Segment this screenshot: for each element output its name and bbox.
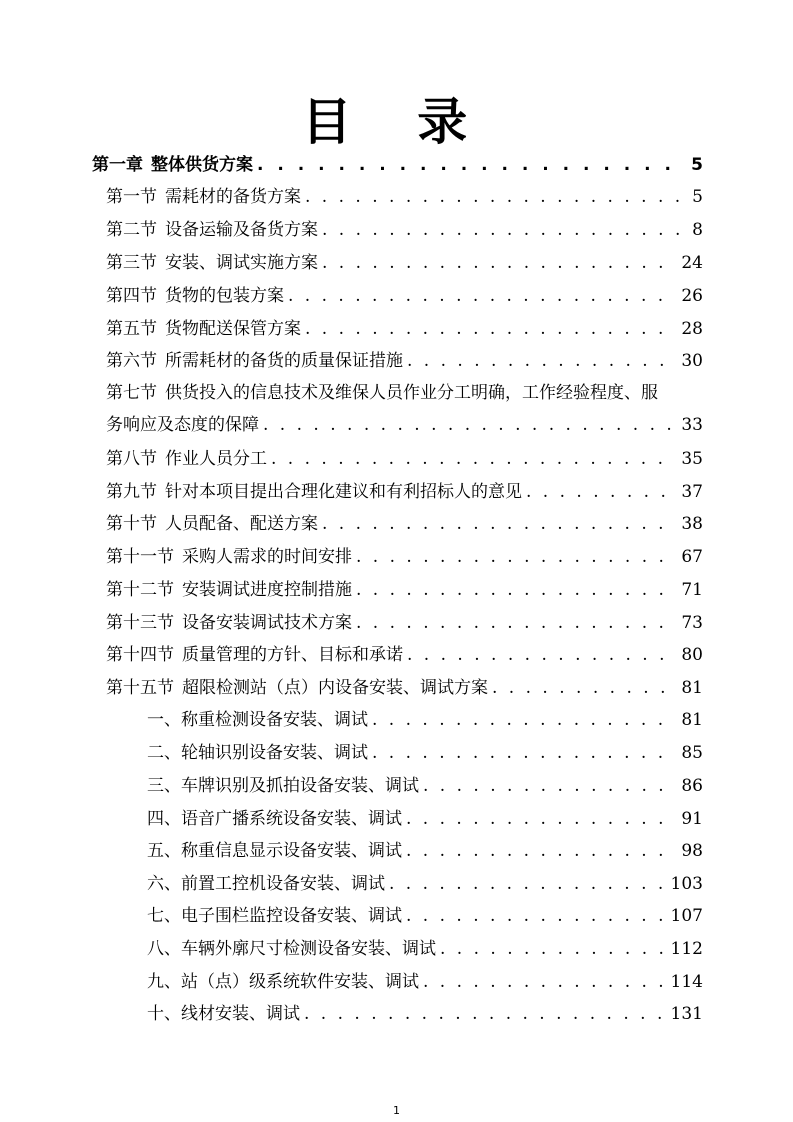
toc-entry-subsection[interactable]	[147, 900, 703, 932]
toc-entry-page: 98	[681, 841, 703, 861]
toc-entry-number: 第十四节	[106, 645, 174, 665]
toc-entry-section[interactable]	[106, 639, 703, 671]
toc-entry-number: 第十节	[106, 514, 157, 534]
toc-entry-page: 26	[681, 286, 703, 306]
toc-entry-subsection[interactable]	[147, 835, 703, 867]
toc-leader-dots	[423, 966, 665, 998]
toc-entry-text: 作业人员分工	[165, 449, 267, 469]
toc-entry-page: 8	[692, 220, 703, 240]
toc-entry-page: 81	[681, 678, 703, 698]
toc-entry-number: 第六节	[106, 351, 157, 371]
toc-entry-text: 七、电子围栏监控设备安装、调试	[147, 906, 402, 926]
toc-entry-number: 第十二节	[106, 580, 174, 600]
toc-leader-dots	[322, 214, 686, 246]
toc-entry-section[interactable]	[106, 574, 703, 606]
toc-entry-text: 货物配送保管方案	[165, 319, 301, 339]
toc-leader-dots	[389, 868, 665, 900]
toc-entry-page: 114	[670, 972, 703, 992]
toc-entry-page: 30	[681, 351, 703, 371]
toc-leader-dots	[423, 770, 675, 802]
toc-leader-dots	[440, 933, 665, 965]
toc-entry-text: 八、车辆外廓尺寸检测设备安装、调试	[147, 939, 436, 959]
toc-entry-number: 第八节	[106, 449, 157, 469]
toc-entry-page: 86	[681, 776, 703, 796]
toc-leader-dots	[271, 443, 675, 475]
toc-entry-chapter-1[interactable]	[92, 149, 703, 181]
toc-entry-text: 九、站（点）级系统软件安装、调试	[147, 972, 419, 992]
toc-entry-section[interactable]	[106, 247, 703, 279]
toc-entry-section[interactable]	[106, 476, 703, 508]
toc-entry-page: 73	[681, 613, 703, 633]
toc-entry-section[interactable]	[106, 214, 703, 246]
toc-entry-number: 第十五节	[106, 678, 174, 698]
toc-leader-dots	[322, 247, 675, 279]
toc-entry-subsection[interactable]	[147, 737, 703, 769]
toc-entry-text: 安装、调试实施方案	[165, 253, 318, 273]
toc-entry-text: 十、线材安装、调试	[147, 1004, 300, 1024]
toc-entry-page: 38	[681, 514, 703, 534]
toc-entry-text: 所需耗材的备货的质量保证措施	[165, 351, 403, 371]
toc-entry-page: 5	[692, 187, 703, 207]
toc-entry-page: 37	[681, 482, 703, 502]
toc-entry-number: 第十一节	[106, 547, 174, 567]
toc-entry-subsection[interactable]	[147, 966, 703, 998]
toc-entry-page: 71	[681, 580, 703, 600]
toc-leader-dots	[372, 737, 675, 769]
toc-leader-dots	[406, 835, 675, 867]
toc-entry-text: 五、称重信息显示设备安装、调试	[147, 841, 402, 861]
toc-leader-dots	[288, 280, 675, 312]
toc-entry-text: 四、语音广播系统设备安装、调试	[147, 809, 402, 829]
toc-entry-page: 24	[681, 253, 703, 273]
toc-leader-dots	[304, 998, 665, 1030]
toc-entry-number: 第四节	[106, 286, 157, 306]
toc-entry-page: 33	[681, 415, 703, 435]
toc-entry-subsection[interactable]	[147, 803, 703, 835]
toc-entry-page: 5	[691, 155, 703, 175]
toc-leader-dots	[257, 149, 685, 181]
toc-entry-section[interactable]	[106, 443, 703, 475]
toc-leader-dots	[406, 900, 665, 932]
toc-entry-text: 六、前置工控机设备安装、调试	[147, 874, 385, 894]
toc-entry-page: 67	[681, 547, 703, 567]
toc-entry-page: 28	[681, 319, 703, 339]
toc-entry-page: 131	[670, 1004, 703, 1024]
toc-entry-page: 85	[681, 743, 703, 763]
toc-entry-number: 第九节	[106, 482, 157, 502]
toc-entry-subsection[interactable]	[147, 704, 703, 736]
toc-entry-text: 货物的包装方案	[165, 286, 284, 306]
toc-entry-page: 35	[681, 449, 703, 469]
toc-leader-dots	[305, 313, 675, 345]
toc-entry-number: 第一节	[106, 187, 157, 207]
toc-leader-dots	[356, 574, 675, 606]
toc-entry-page: 81	[681, 710, 703, 730]
toc-leader-dots	[407, 345, 675, 377]
toc-entry-page: 112	[670, 939, 703, 959]
toc-entry-section[interactable]	[106, 607, 703, 639]
toc-entry-text: 设备运输及备货方案	[165, 220, 318, 240]
toc-entry-number: 第三节	[106, 253, 157, 273]
toc-entry-subsection[interactable]	[147, 868, 703, 900]
toc-leader-dots	[492, 672, 675, 704]
toc-entry-text: 供货投入的信息技术及维保人员作业分工明确，工作经验程度、服	[165, 383, 658, 403]
page-title: 目 录	[301, 93, 492, 151]
toc-leader-dots	[356, 607, 675, 639]
toc-entry-page: 80	[681, 645, 703, 665]
toc-entry-text: 针对本项目提出合理化建议和有利招标人的意见	[165, 482, 522, 502]
toc-entry-page: 103	[670, 874, 703, 894]
toc-entry-section[interactable]	[106, 181, 703, 213]
toc-leader-dots	[305, 181, 686, 213]
toc-entry-section[interactable]	[106, 280, 703, 312]
toc-entry-subsection[interactable]	[147, 998, 703, 1030]
toc-leader-dots	[526, 476, 675, 508]
toc-entry-text: 一、称重检测设备安装、调试	[147, 710, 368, 730]
toc-entry-section[interactable]	[106, 508, 703, 540]
toc-entry-text: 超限检测站（点）内设备安装、调试方案	[182, 678, 488, 698]
toc-entry-section[interactable]	[106, 313, 703, 345]
toc-entry-section[interactable]	[106, 672, 703, 704]
toc-leader-dots	[406, 803, 675, 835]
toc-leader-dots	[322, 508, 675, 540]
toc-entry-text: 采购人需求的时间安排	[182, 547, 352, 567]
toc-entry-number: 第二节	[106, 220, 157, 240]
toc-entry-page: 107	[670, 906, 703, 926]
toc-entry-subsection[interactable]	[147, 933, 703, 965]
toc-entry-text: 设备安装调试技术方案	[182, 613, 352, 633]
toc-entry-text: 质量管理的方针、目标和承诺	[182, 645, 403, 665]
toc-entry-section[interactable]	[106, 541, 703, 573]
toc-entry-subsection[interactable]	[147, 770, 703, 802]
toc-entry-section[interactable]	[106, 345, 703, 377]
toc-entry-page: 91	[681, 809, 703, 829]
toc-leader-dots	[407, 639, 675, 671]
toc-entry-number: 第十三节	[106, 613, 174, 633]
toc-leader-dots	[356, 541, 675, 573]
toc-entry-number: 第七节	[106, 383, 157, 403]
toc-entry-section[interactable]	[106, 377, 706, 443]
toc-entry-text: 人员配备、配送方案	[165, 514, 318, 534]
page-number: 1	[393, 1104, 400, 1117]
toc-entry-number: 第一章	[92, 155, 143, 175]
toc-entry-text: 整体供货方案	[151, 155, 253, 175]
toc-leader-dots	[263, 409, 675, 441]
toc-entry-text-continued: 务响应及态度的保障	[106, 415, 259, 435]
toc-leader-dots	[372, 704, 675, 736]
toc-entry-number: 第五节	[106, 319, 157, 339]
toc-entry-text: 三、车牌识别及抓拍设备安装、调试	[147, 776, 419, 796]
toc-entry-text: 二、轮轴识别设备安装、调试	[147, 743, 368, 763]
toc-entry-text: 需耗材的备货方案	[165, 187, 301, 207]
toc-entry-text: 安装调试进度控制措施	[182, 580, 352, 600]
